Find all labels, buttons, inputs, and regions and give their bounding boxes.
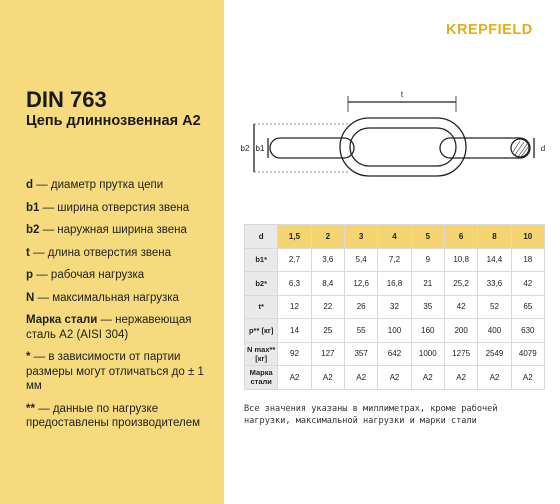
header-size: 4: [378, 225, 411, 249]
legend-key: p: [26, 269, 34, 281]
table-cell: 42: [444, 295, 477, 319]
label-d: d: [540, 144, 546, 153]
table-cell: 357: [344, 342, 377, 366]
table-cell: A2: [411, 366, 444, 390]
legend-text: — в зависимости от партии размеры могут отличаться до ± 1 мм: [26, 351, 204, 392]
table-cell: 6,3: [278, 272, 311, 296]
header-size: 1,5: [278, 225, 311, 249]
table-cell: 5,4: [344, 248, 377, 272]
row-param: p** [кг]: [245, 319, 278, 343]
table-row: [245, 319, 545, 343]
table-cell: 25: [311, 319, 344, 343]
table-row: [245, 248, 545, 272]
table-cell: 33,6: [478, 272, 511, 296]
table-cell: A2: [511, 366, 544, 390]
table-header-row: [245, 225, 545, 249]
table-cell: 52: [478, 295, 511, 319]
table-cell: 26: [344, 295, 377, 319]
table-cell: 127: [311, 342, 344, 366]
table-cell: 200: [444, 319, 477, 343]
table-cell: 12: [278, 295, 311, 319]
table-row: [245, 366, 545, 390]
legend-text: — нержавеющая сталь A2 (AISI 304): [26, 314, 192, 341]
table-cell: 12,6: [344, 272, 377, 296]
table-cell: 16,8: [378, 272, 411, 296]
legend-key: *: [26, 351, 31, 363]
table-cell: 92: [278, 342, 311, 366]
legend-key: Марка стали: [26, 314, 98, 326]
header-size: 2: [311, 225, 344, 249]
header-size: 8: [478, 225, 511, 249]
row-param: Марка стали: [245, 366, 278, 390]
table-cell: 25,2: [444, 272, 477, 296]
legend-text: — данные по нагрузке предоставлены производителем: [26, 402, 201, 429]
legend-item: [26, 223, 222, 238]
table-row: [245, 342, 545, 366]
legend-item: [26, 350, 222, 394]
table-cell: 14,4: [478, 248, 511, 272]
legend-item: [26, 246, 222, 261]
table-cell: 160: [411, 319, 444, 343]
table-cell: A2: [444, 366, 477, 390]
table-cell: 42: [511, 272, 544, 296]
table-cell: 4079: [511, 342, 544, 366]
brand-logo: KREPFIELD: [446, 22, 533, 38]
legend-item: [26, 268, 222, 283]
table-cell: 32: [378, 295, 411, 319]
legend-key: d: [26, 179, 34, 191]
table-cell: 35: [411, 295, 444, 319]
legend-item: [26, 178, 222, 193]
table-cell: A2: [278, 366, 311, 390]
table-cell: 1275: [444, 342, 477, 366]
legend-text: — максимальная нагрузка: [34, 291, 179, 304]
label-b2: b2: [240, 144, 250, 153]
legend-key: t: [26, 246, 30, 259]
table-cell: 400: [478, 319, 511, 343]
table-cell: 642: [378, 342, 411, 366]
table-cell: 2,7: [278, 248, 311, 272]
table-cell: A2: [378, 366, 411, 390]
table-cell: 65: [511, 295, 544, 319]
legend-item: [26, 201, 222, 216]
legend-key: N: [26, 291, 35, 304]
header-size: 6: [444, 225, 477, 249]
legend-text: — ширина отверстия звена: [39, 201, 190, 214]
table-cell: 7,2: [378, 248, 411, 272]
legend-key: b2: [26, 224, 40, 236]
legend-item: [26, 291, 222, 306]
header-size: 3: [344, 225, 377, 249]
table-cell: 630: [511, 319, 544, 343]
header-size: 10: [511, 225, 544, 249]
table-cell: A2: [311, 366, 344, 390]
doc-subtitle: Цепь длиннозвенная A2: [26, 113, 201, 129]
row-param: t*: [245, 295, 278, 319]
table-cell: 18: [511, 248, 544, 272]
table-cell: 100: [378, 319, 411, 343]
table-cell: 55: [344, 319, 377, 343]
table-cell: 10,8: [444, 248, 477, 272]
legend-item: [26, 313, 222, 342]
doc-title: DIN 763: [26, 87, 107, 112]
table-cell: 22: [311, 295, 344, 319]
table-cell: 2549: [478, 342, 511, 366]
legend-text: — диаметр прутка цепи: [33, 179, 164, 191]
table-cell: A2: [344, 366, 377, 390]
legend-text: — рабочая нагрузка: [33, 269, 145, 281]
row-param: b2*: [245, 272, 278, 296]
label-b1: b1: [255, 144, 265, 153]
main-link-outer: [340, 118, 466, 176]
table-cell: 3,6: [311, 248, 344, 272]
table-cell: 14: [278, 319, 311, 343]
table-cell: 9: [411, 248, 444, 272]
table-cell: 21: [411, 272, 444, 296]
table-row: [245, 272, 545, 296]
chain-diagram: [234, 86, 554, 196]
legend-key: **: [26, 402, 35, 415]
table-cell: 8,4: [311, 272, 344, 296]
table-cell: A2: [478, 366, 511, 390]
header-param: d: [245, 225, 278, 249]
legend-text: — наружная ширина звена: [39, 224, 187, 236]
footnote: Все значения указаны в миллиметрах, кроме рабочей нагрузки, максимальной нагрузки и марки стали: [244, 404, 498, 426]
label-t: t: [400, 90, 404, 99]
legend-key: b1: [26, 201, 40, 214]
header-size: 5: [411, 225, 444, 249]
legend: [26, 178, 222, 439]
legend-item: [26, 402, 222, 431]
table-cell: 1000: [411, 342, 444, 366]
row-param: b1*: [245, 248, 278, 272]
table-row: [245, 295, 545, 319]
legend-text: — длина отверстия звена: [29, 246, 171, 259]
specification-table: [244, 224, 545, 390]
row-param: N max** [кг]: [245, 342, 278, 366]
